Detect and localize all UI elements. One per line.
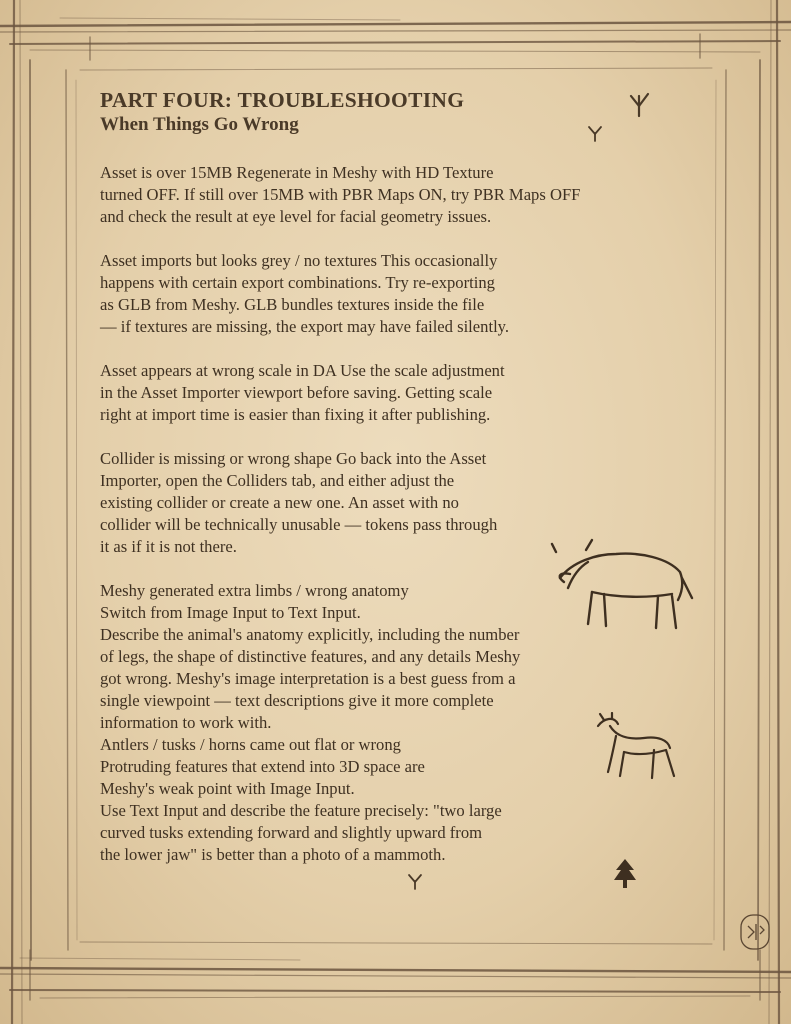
entry-line: Meshy generated extra limbs / wrong anatomy (100, 581, 409, 600)
entry-line: information to work with. (100, 713, 272, 732)
entry-line: Antlers / tusks / horns came out flat or wrong (100, 735, 401, 754)
entry-file-size (100, 162, 700, 228)
entry-line: Asset appears at wrong scale in DA Use the scale adjustment (100, 361, 505, 380)
entry-line: single viewpoint — text descriptions give it more complete (100, 691, 494, 710)
entry-line: Meshy's weak point with Image Input. (100, 779, 355, 798)
entry-line: Protruding features that extend into 3D space are (100, 757, 425, 776)
entry-line: Collider is missing or wrong shape Go back into the Asset (100, 449, 487, 468)
bird-track-icon (622, 90, 656, 120)
entry-line: Describe the animal's anatomy explicitly, including the number (100, 625, 520, 644)
entry-wrong-scale (100, 360, 700, 426)
tree-icon (612, 858, 638, 890)
page-title: PART FOUR: TROUBLESHOOTING (100, 88, 465, 112)
entry-line: Asset imports but looks grey / no textures This occasionally (100, 251, 498, 270)
entry-line: happens with certain export combinations. Try re-exporting (100, 273, 495, 292)
deer-drawing-icon (594, 712, 678, 784)
bird-track-icon (584, 124, 606, 144)
stamp-seal-icon (738, 912, 772, 952)
mammoth-drawing-icon (548, 538, 708, 638)
entry-line: Importer, open the Colliders tab, and either adjust the (100, 471, 455, 490)
entry-line: existing collider or create a new one. An asset with no (100, 493, 459, 512)
bird-track-icon (404, 872, 426, 892)
entry-line: — if textures are missing, the export may have failed silently. (100, 317, 510, 336)
entry-line: Use Text Input and describe the feature precisely: "two large (100, 801, 502, 820)
entry-line: as GLB from Meshy. GLB bundles textures inside the file (100, 295, 485, 314)
entry-line: of legs, the shape of distinctive features, and any details Meshy (100, 647, 521, 666)
entry-line: collider will be technically unusable — tokens pass through (100, 515, 498, 534)
entry-line: it as if it is not there. (100, 537, 237, 556)
entry-line: got wrong. Meshy's image interpretation is a best guess from a (100, 669, 516, 688)
entry-line: Switch from Image Input to Text Input. (100, 603, 361, 622)
page-subtitle: When Things Go Wrong (100, 114, 299, 135)
entry-line: the lower jaw" is better than a photo of a mammoth. (100, 845, 446, 864)
entry-line: curved tusks extending forward and slightly upward from (100, 823, 483, 842)
entry-line: in the Asset Importer viewport before saving. Getting scale (100, 383, 493, 402)
entry-line: and check the result at eye level for facial geometry issues. (100, 207, 492, 226)
entry-no-textures (100, 250, 700, 338)
entry-line: right at import time is easier than fixing it after publishing. (100, 405, 491, 424)
entry-line: Asset is over 15MB Regenerate in Meshy with HD Texture (100, 163, 494, 182)
entry-line: turned OFF. If still over 15MB with PBR Maps ON, try PBR Maps OFF (100, 185, 581, 204)
